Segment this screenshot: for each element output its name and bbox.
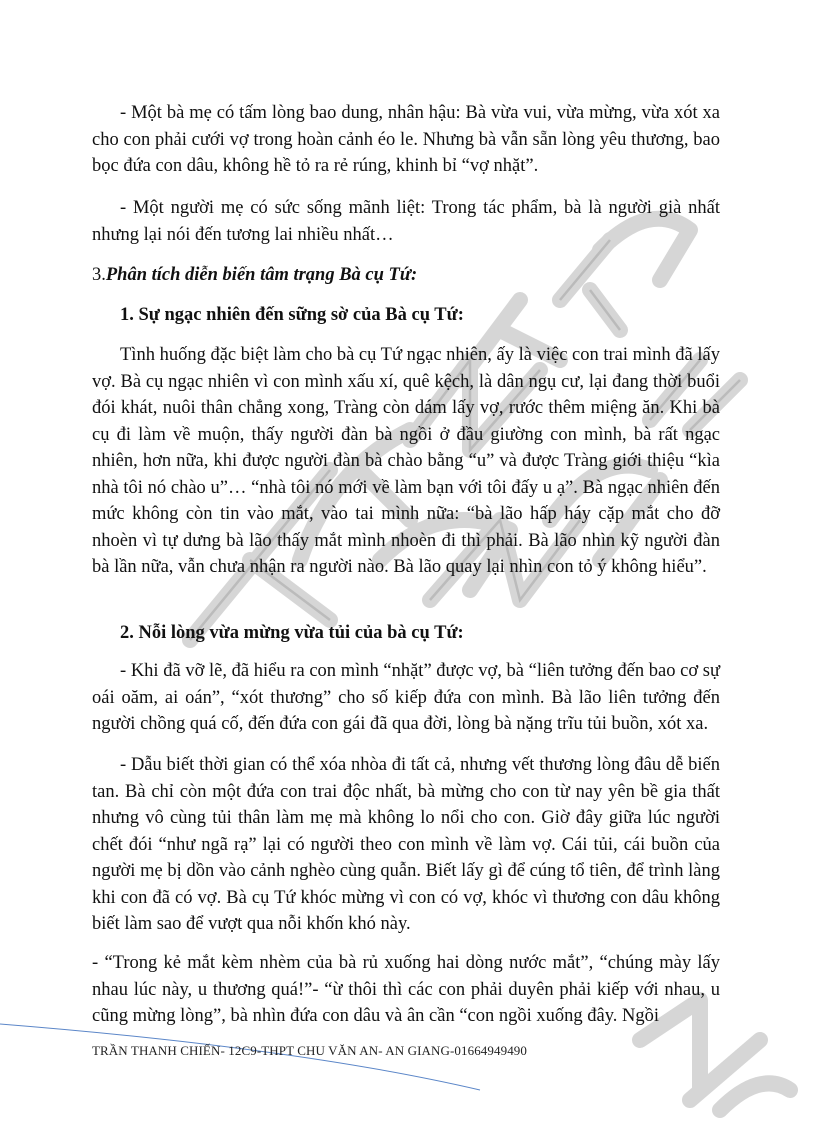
paragraph-mother-vitality: - Một người mẹ có sức sống mãnh liệt: Trong tác phẩm, bà là người già nhất nhưng lại nói đến tương lai nhiều nhất… (92, 198, 720, 245)
paragraph-surprise: Tình huống đặc biệt làm cho bà cụ Tứ ngạc nhiên, ấy là việc con trai mình đã lấy vợ. Bà cụ ngạc nhiên vì con mình xấu xí, quê kệch, là dân ngụ cư, lại đang thời buổi đói khát, nuôi thân chẳng xong, Tràng còn dám lấy vợ, rước thêm miệng ăn. Khi bà cụ đi làm về muộn, thấy người đàn bà ngồi ở đầu giường con mình, bà rất ngạc nhiên, hơn nữa, khi được người đàn bà chào bằng “u” và được Tràng giới thiệu “kìa nhà tôi nó chào u”… “nhà tôi nó mới về làm bạn với tôi đấy u ạ”. Bà ngạc nhiên đến mức không còn tin vào mắt, vào tai mình nữa: “bà lão hấp háy cặp mắt cho đỡ nhoèn vì tự dưng bà lão thấy mắt mình nhoèn đi thì phải. Bà lão nhìn kỹ người đàn bà lần nữa, vẫn chưa nhận ra người nào. Bà lão quay lại nhìn con tỏ ý không hiểu”. (92, 345, 720, 577)
paragraph-block (92, 752, 720, 938)
paragraph-mother-tolerance: - Một bà mẹ có tấm lòng bao dung, nhân hậu: Bà vừa vui, vừa mừng, vừa xót xa cho con phải cưới vợ trong hoàn cảnh éo le. Nhưng bà vẫn sẵn lòng yêu thương, bao bọc đứa con dâu, không hề tỏ ra rẻ rúng, khinh bỉ “vợ nhặt”. (92, 103, 720, 176)
subheading-block (92, 620, 720, 647)
paragraph-block (92, 100, 720, 180)
section-number: 3. (92, 265, 106, 285)
paragraph-block (92, 195, 720, 248)
subheading-block (92, 302, 720, 329)
subheading-surprise: 1. Sự ngạc nhiên đến sững sờ của Bà cụ Tứ: (120, 305, 464, 325)
paragraph-tears: - “Trong kẻ mắt kèm nhèm của bà rủ xuống hai dòng nước mắt”, “chúng mày lấy nhau lúc này, u thương quá!”- “ừ thôi thì các con phải duyên phải kiếp với nhau, u cũng mừng lòng”, bà nhìn đứa con dâu và ân cần “con ngồi xuống đây. Ngồi (92, 953, 720, 1026)
paragraph-block (92, 342, 720, 581)
paragraph-realization: - Khi đã vỡ lẽ, đã hiểu ra con mình “nhặt” được vợ, bà “liên tưởng đến bao cơ sự oái oăm, ai oán”, “xót thương” cho số kiếp đứa con mình. Bà lão liên tưởng đến người chồng quá cố, đến đứa con gái đã qua đời, lòng bà nặng trĩu tủi buồn, xót xa. (92, 661, 720, 734)
paragraph-block (92, 658, 720, 738)
paragraph-time-heals: - Dẫu biết thời gian có thể xóa nhòa đi tất cả, nhưng vết thương lòng đâu dễ biến tan. Bà chỉ còn một đứa con trai độc nhất, bà mừng cho con từ nay yên bề gia thất nhưng vô cùng tủi thân làm mẹ mà không lo nổi cho con. Giờ đây giữa lúc người chết đói “như ngã rạ” lại có người theo con mình về làm vợ. Cái tủi, cái buồn của người mẹ bị dồn vào cảnh nghèo cùng quẫn. Biết lấy gì để cúng tổ tiên, để trình làng khi con đã có vợ. Bà cụ Tứ khóc mừng vì con có vợ, khóc vì thương con dâu không biết làm sao để vượt qua nỗi khốn khó này. (92, 755, 720, 934)
subheading-joy-sorrow: 2. Nỗi lòng vừa mừng vừa tủi của bà cụ Tứ: (120, 623, 464, 643)
section-heading (92, 262, 720, 289)
section-title: Phân tích diễn biến tâm trạng Bà cụ Tứ: (105, 265, 418, 285)
page-footer: TRẦN THANH CHIẾN- 12C9-THPT CHU VĂN AN- AN GIANG-01664949490 (92, 1043, 527, 1058)
